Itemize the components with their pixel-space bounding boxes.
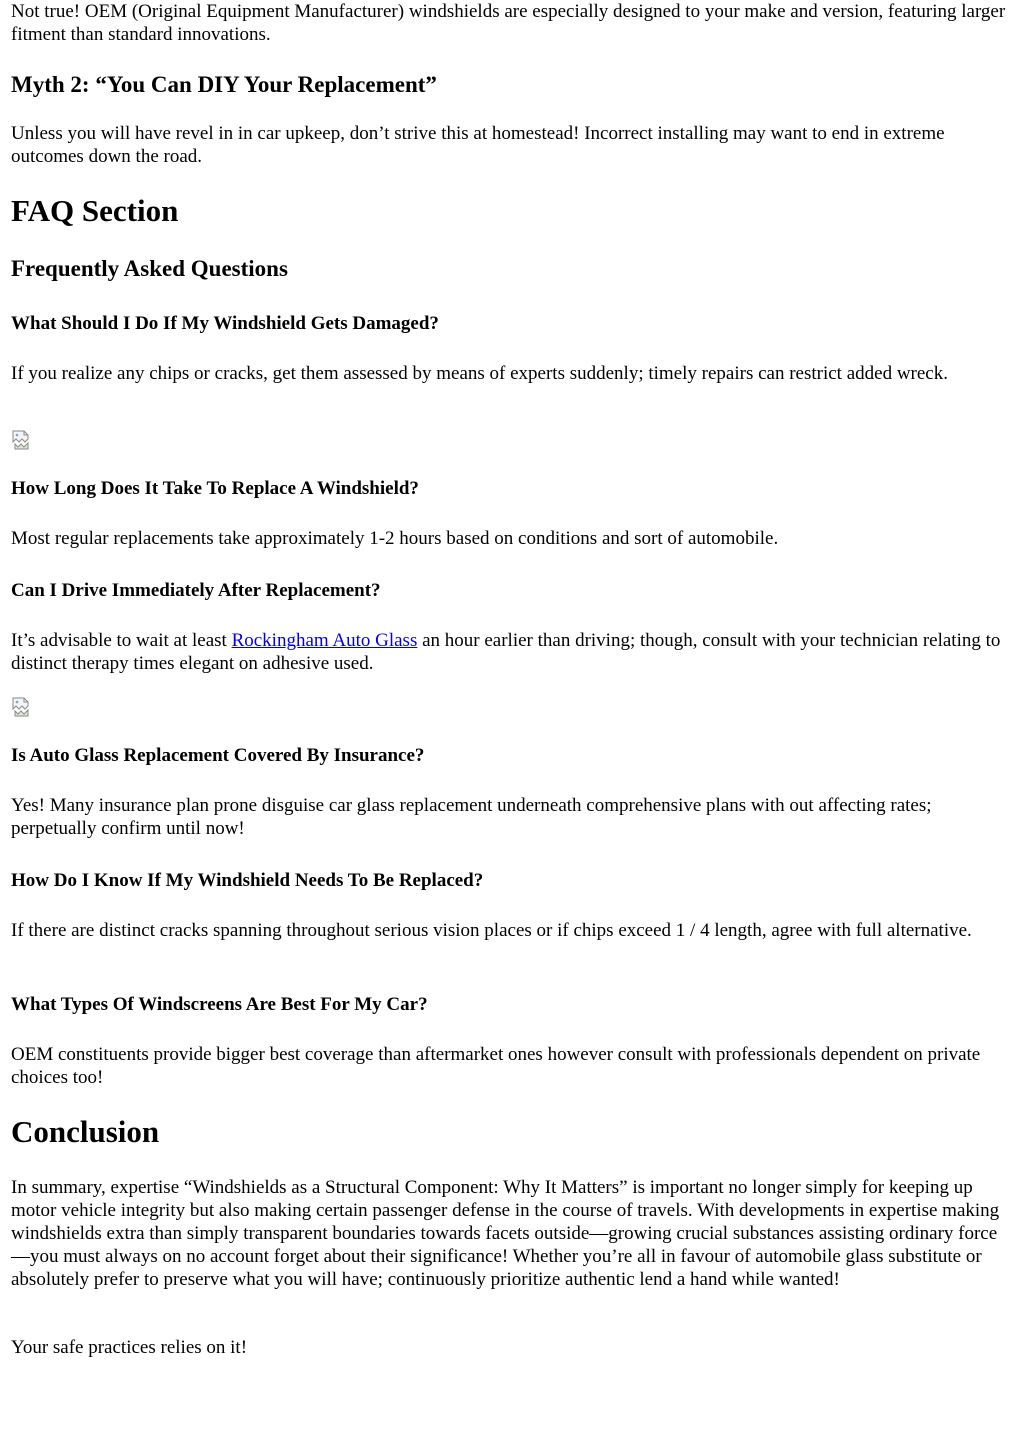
faq-question-needs-replacing: How Do I Know If My Windshield Needs To Be Replaced? bbox=[11, 870, 484, 891]
faq-answer-windscreen-types: OEM constituents provide bigger best coverage than aftermarket ones however consult with professionals dependent on private choices too! bbox=[11, 1044, 981, 1088]
broken-image-icon bbox=[11, 697, 31, 717]
faq-section-heading: FAQ Section bbox=[11, 193, 179, 228]
faq-answer-needs-replacing: If there are distinct cracks spanning throughout serious vision places or if chips exceed 1 / 4 length, agree with full alternative. bbox=[11, 920, 972, 941]
faq-answer-damaged: If you realize any chips or cracks, get them assessed by means of experts suddenly; timely repairs can restrict added wreck. bbox=[11, 363, 948, 384]
faq-question-drive: Can I Drive Immediately After Replacement? bbox=[11, 580, 381, 601]
faq-question-windscreen-types: What Types Of Windscreens Are Best For My Car? bbox=[11, 994, 428, 1015]
conclusion-heading: Conclusion bbox=[11, 1114, 160, 1149]
faq-answer-duration: Most regular replacements take approximately 1-2 hours based on conditions and sort of automobile. bbox=[11, 528, 779, 549]
faq-answer-insurance: Yes! Many insurance plan prone disguise car glass replacement underneath comprehensive plans with out affecting rates; perpetually confirm until now! bbox=[11, 795, 932, 839]
broken-image-icon bbox=[11, 430, 31, 450]
faq-answer-drive-text-before: It’s advisable to wait at least bbox=[11, 630, 232, 651]
faq-question-insurance: Is Auto Glass Replacement Covered By Insurance? bbox=[11, 745, 425, 766]
conclusion-paragraph: In summary, expertise “Windshields as a Structural Component: Why It Matters” is important no longer simply for keeping up motor vehicle integrity but also making certain passenger defense in the course of travels. With developments in expertise making windshields extra than simply transparent boundaries towards facets outside—growing crucial substances assisting ordinary force—you must always on no account forget about their significance! Whether you’re all in favour of automobile glass substitute or absolutely prefer to preserve what you will have; continuously prioritize authentic lend a hand while wanted! bbox=[11, 1177, 1000, 1290]
myth2-paragraph: Unless you will have revel in in car upkeep, don’t strive this at homestead! Incorrect installing may want to end in extreme outcomes down the road. bbox=[11, 123, 945, 167]
faq-answer-drive-text-after: an hour earlier than driving; though, consult with your technician relating to distinct therapy times elegant on adhesive used. bbox=[11, 630, 1001, 674]
rockingham-auto-glass-link[interactable]: Rockingham Auto Glass bbox=[231, 630, 418, 651]
faq-question-duration: How Long Does It Take To Replace A Windshield? bbox=[11, 478, 419, 499]
intro-paragraph: Not true! OEM (Original Equipment Manufacturer) windshields are especially designed to your make and version, featuring larger fitment than standard innovations. bbox=[11, 1, 1006, 45]
closing-line: Your safe practices relies on it! bbox=[11, 1337, 248, 1358]
myth2-heading: Myth 2: “You Can DIY Your Replacement” bbox=[11, 72, 437, 97]
faq-subheading: Frequently Asked Questions bbox=[11, 256, 288, 281]
faq-question-damaged: What Should I Do If My Windshield Gets Damaged? bbox=[11, 313, 439, 334]
faq-answer-drive bbox=[11, 629, 1016, 675]
